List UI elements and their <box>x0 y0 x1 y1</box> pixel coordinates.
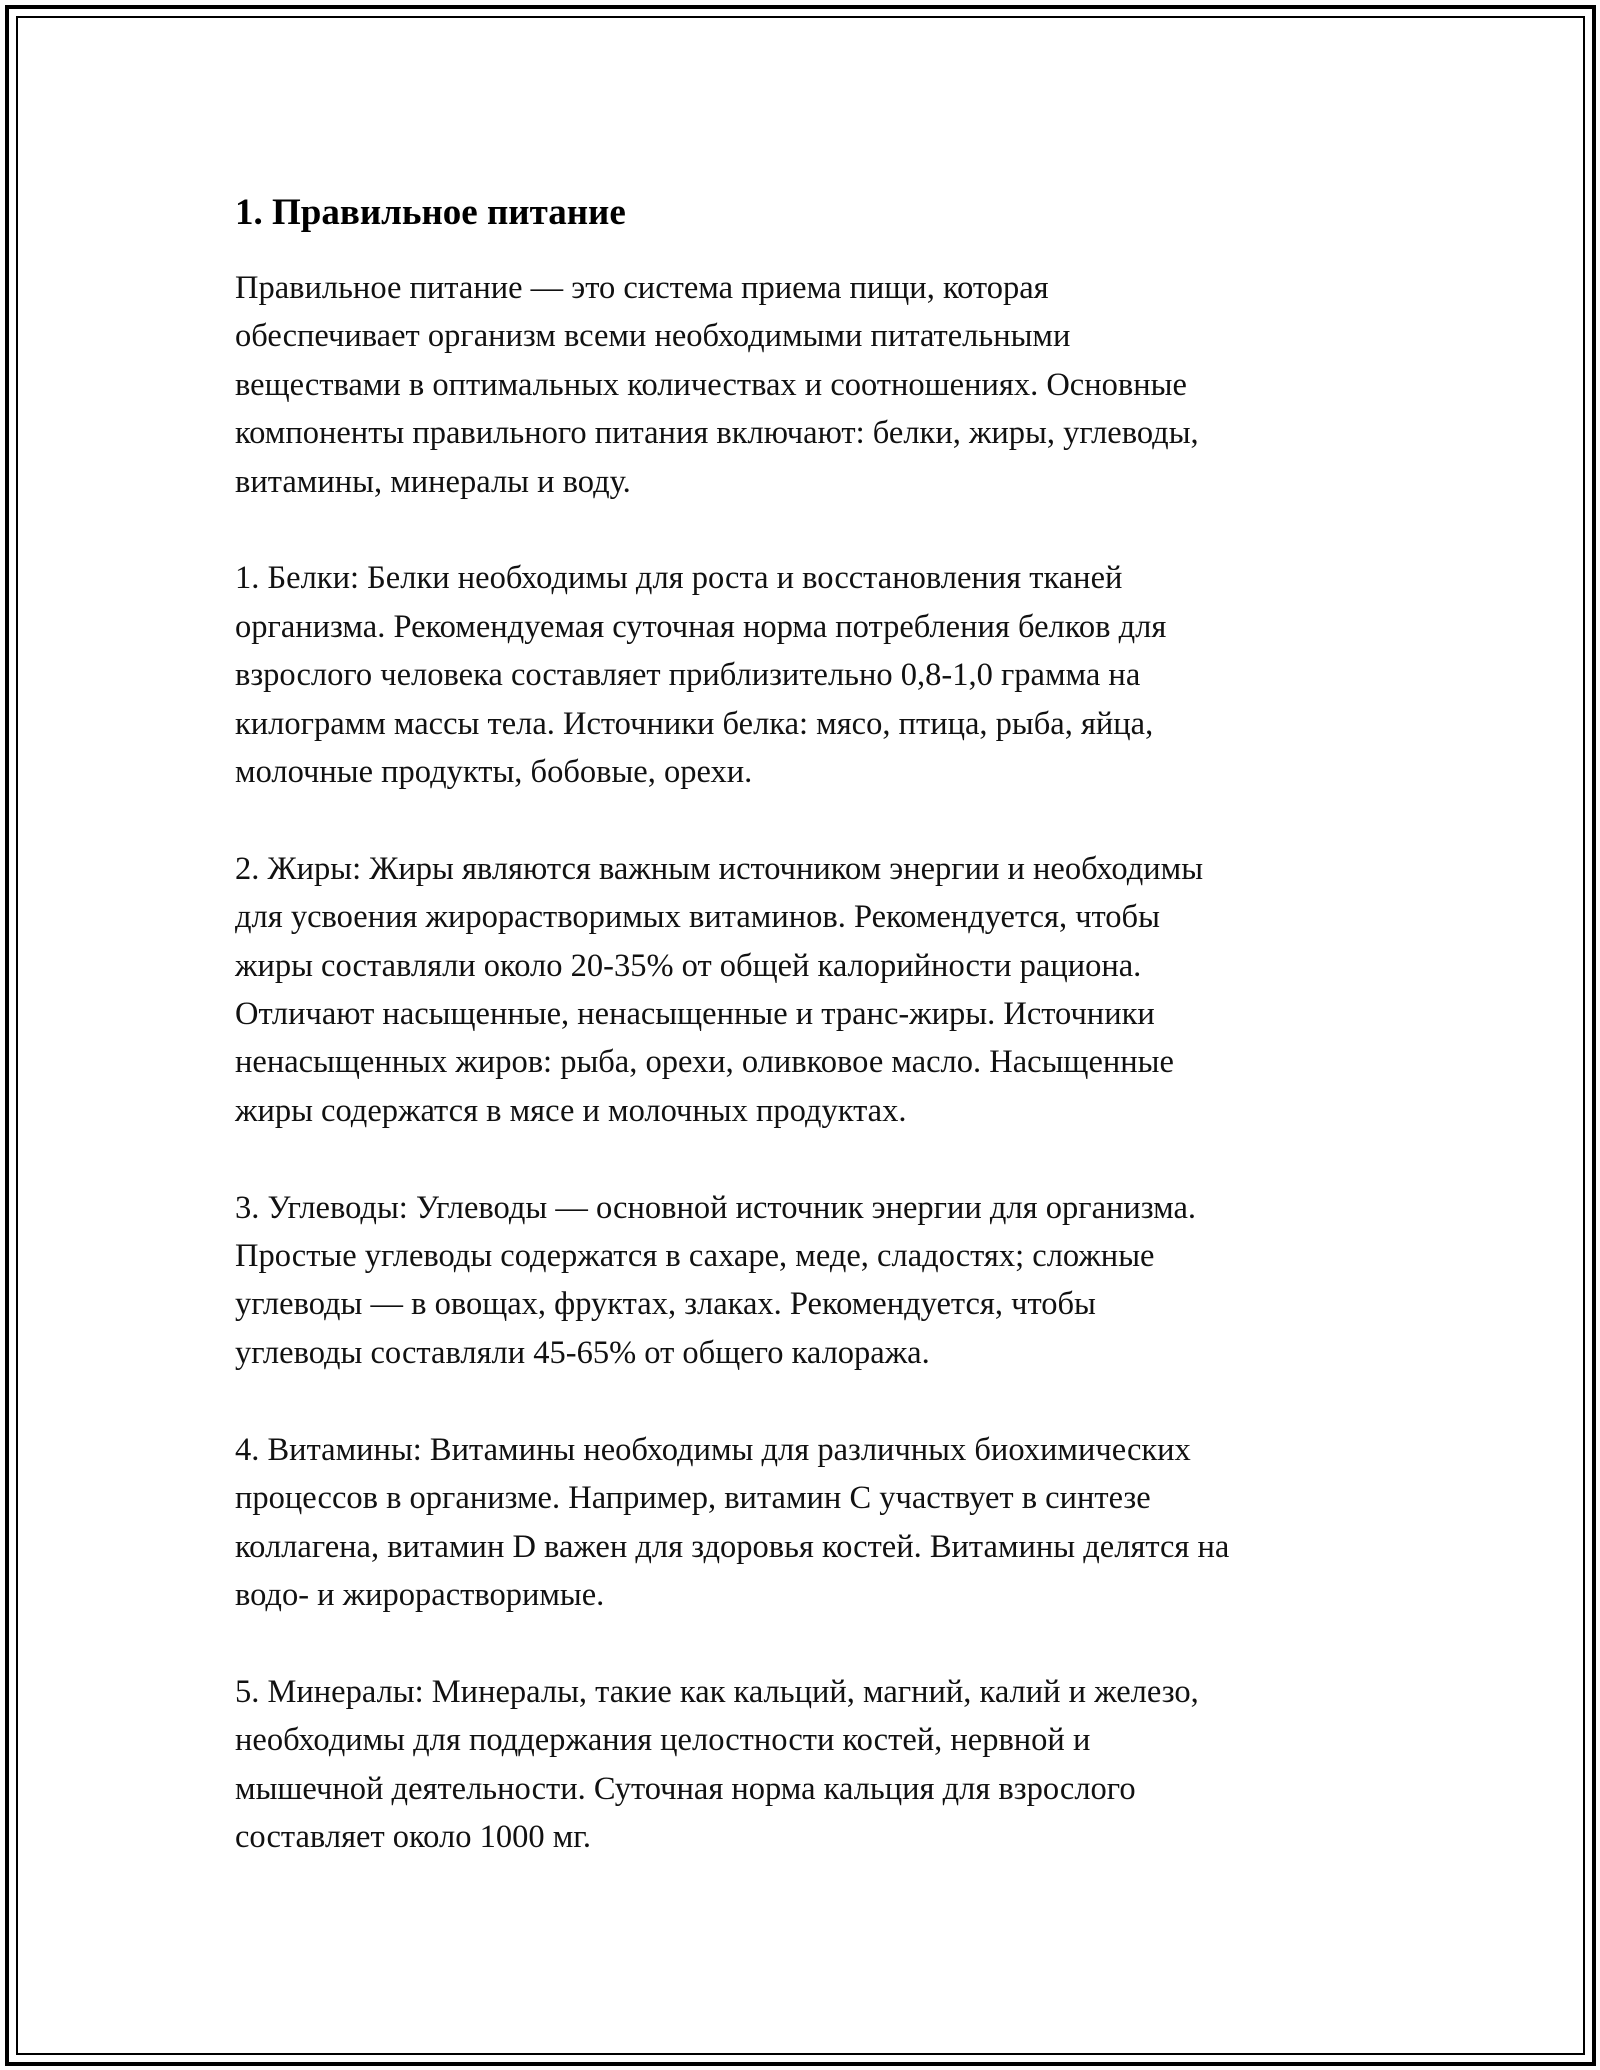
paragraph-line: веществами в оптимальных количествах и соотношениях. Основные <box>235 366 1187 403</box>
paragraph-line: 3. Углеводы: Углеводы — основной источник энергии для организма. <box>235 1189 1197 1226</box>
paragraph-line: углеводы — в овощах, фруктах, злаках. Рекомендуется, чтобы <box>235 1286 1096 1323</box>
paragraph-line: килограмм массы тела. Источники белка: мясо, птица, рыба, яйца, <box>235 705 1154 742</box>
paragraph-line: организма. Рекомендуемая суточная норма потребления белков для <box>235 608 1167 645</box>
paragraph-line: 4. Витамины: Витамины необходимы для различных биохимических <box>235 1431 1191 1468</box>
paragraph-line: витамины, минералы и воду. <box>235 463 631 500</box>
fats-paragraph <box>235 845 1385 1135</box>
paragraph-line: компоненты правильного питания включают: белки, жиры, углеводы, <box>235 415 1199 452</box>
paragraph-line: для усвоения жирорастворимых витаминов. Рекомендуется, чтобы <box>235 899 1160 936</box>
paragraph-line: водо- и жирорастворимые. <box>235 1576 605 1613</box>
paragraph-line: жиры содержатся в мясе и молочных продуктах. <box>235 1092 907 1129</box>
paragraph-line: составляет около 1000 мг. <box>235 1818 592 1855</box>
paragraph-line: ненасыщенных жиров: рыба, орехи, оливковое масло. Насыщенные <box>235 1044 1174 1081</box>
paragraph-line: процессов в организме. Например, витамин C участвует в синтезе <box>235 1480 1151 1517</box>
vitamins-paragraph <box>235 1426 1385 1620</box>
paragraph-line: обеспечивает организм всеми необходимыми питательными <box>235 318 1071 355</box>
paragraph-line: мышечной деятельности. Суточная норма кальция для взрослого <box>235 1770 1136 1807</box>
paragraph-line: взрослого человека составляет приблизительно 0,8-1,0 грамма на <box>235 657 1141 694</box>
paragraph-line: коллагена, витамин D важен для здоровья костей. Витамины делятся на <box>235 1528 1230 1565</box>
paragraph-line: 2. Жиры: Жиры являются важным источником энергии и необходимы <box>235 850 1204 887</box>
paragraph-line: 1. Белки: Белки необходимы для роста и восстановления тканей <box>235 560 1123 597</box>
paragraph-line: молочные продукты, бобовые, орехи. <box>235 754 753 791</box>
paragraph-line: Простые углеводы содержатся в сахаре, меде, сладостях; сложные <box>235 1238 1155 1275</box>
carbohydrates-paragraph <box>235 1184 1385 1378</box>
proteins-paragraph <box>235 554 1385 796</box>
intro-paragraph <box>235 264 1385 506</box>
document-body <box>235 188 1385 1910</box>
minerals-paragraph <box>235 1668 1385 1862</box>
paragraph-line: Отличают насыщенные, ненасыщенные и транс-жиры. Источники <box>235 996 1155 1033</box>
paragraph-line: Правильное питание — это система приема пищи, которая <box>235 270 1049 306</box>
paragraph-line: жиры составляли около 20-35% от общей калорийности рациона. <box>235 947 1142 984</box>
paragraph-line: 5. Минералы: Минералы, такие как кальций, магний, калий и железо, <box>235 1673 1199 1710</box>
paragraph-line: углеводы составляли 45-65% от общего калоража. <box>235 1334 930 1371</box>
paragraph-line: необходимы для поддержания целостности костей, нервной и <box>235 1722 1091 1759</box>
document-heading: 1. Правильное питание <box>235 192 626 233</box>
